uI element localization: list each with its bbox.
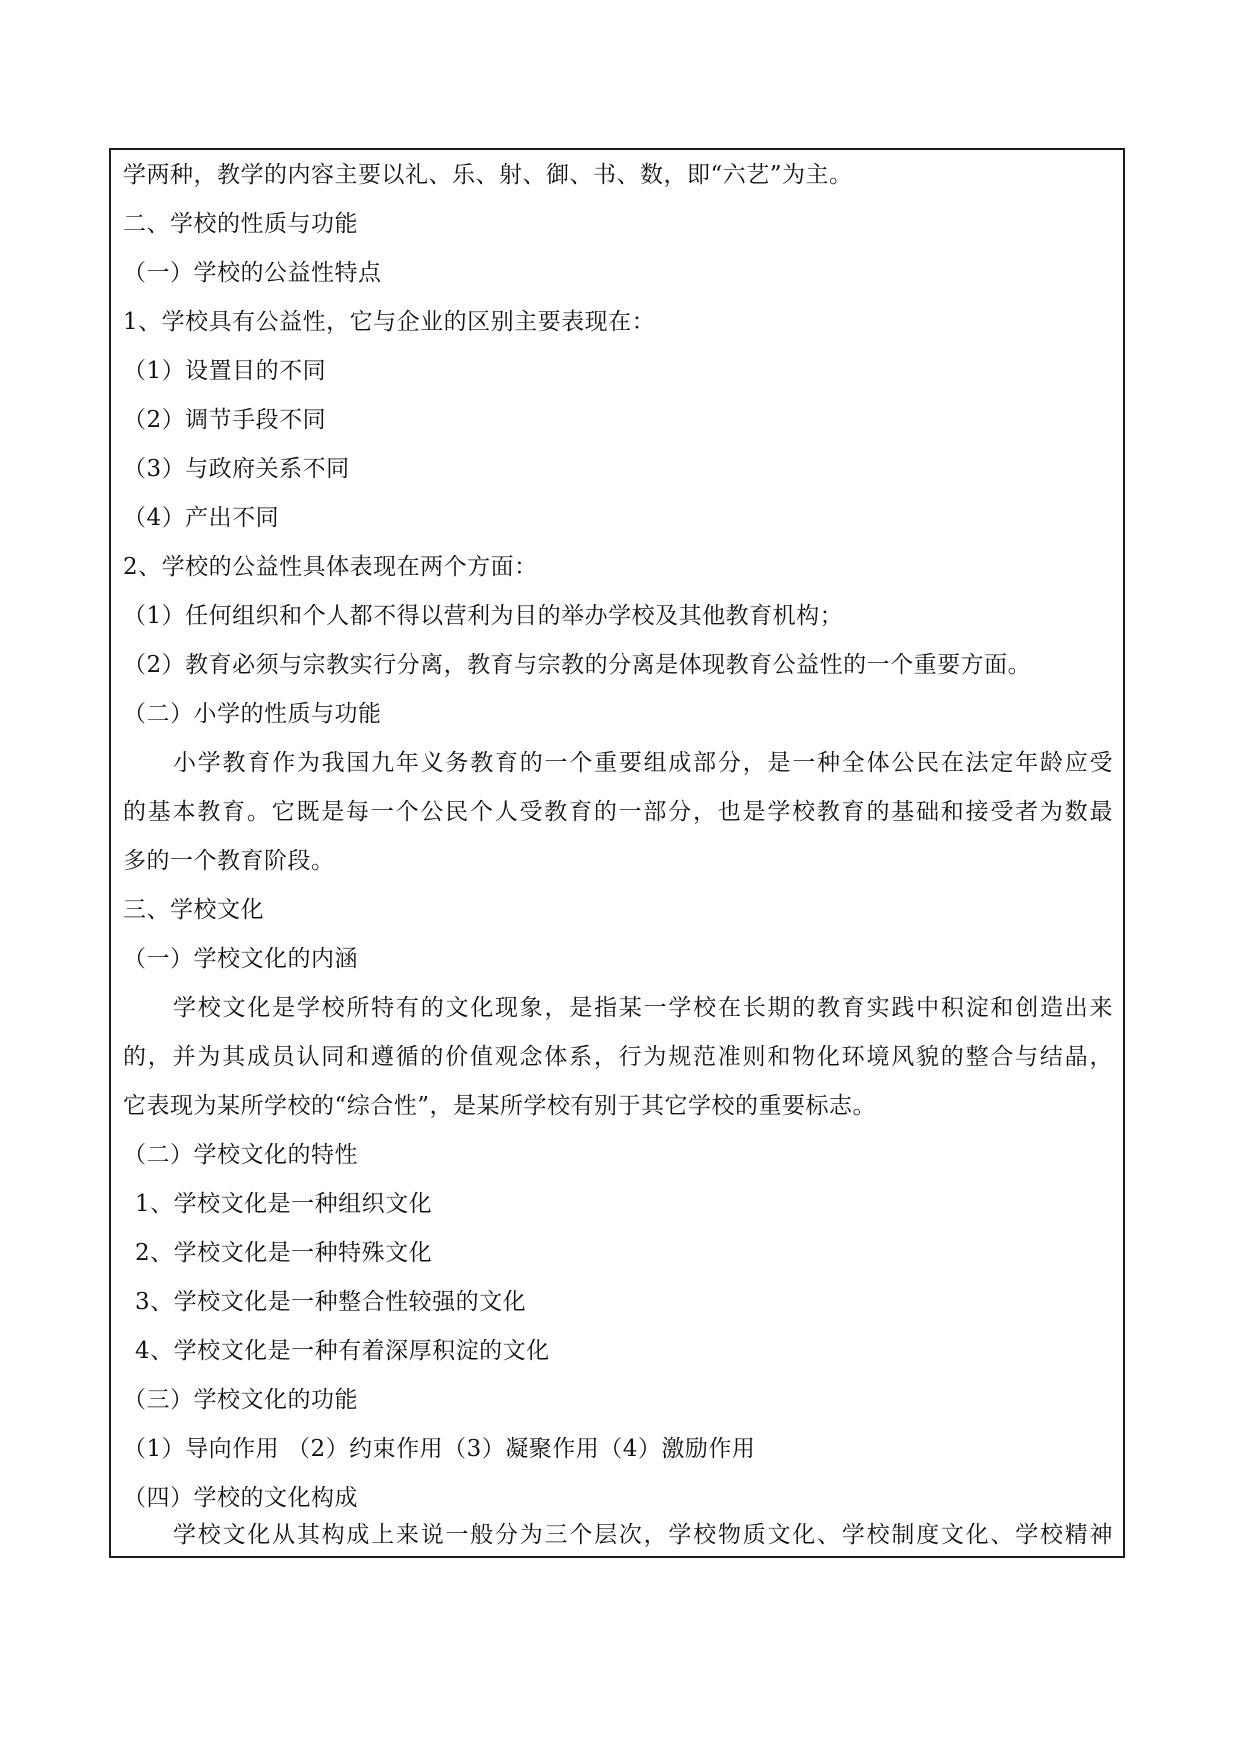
list-item: （3）与政府关系不同: [123, 456, 350, 482]
subsection-heading: （四）学校的文化构成: [123, 1485, 358, 1511]
subsection-heading: （三）学校文化的功能: [123, 1387, 358, 1413]
paragraph-line: 2、学校的公益性具体表现在两个方面：: [123, 554, 538, 580]
subsection-heading: （二）学校文化的特性: [123, 1142, 358, 1168]
paragraph-line: 它表现为某所学校的“综合性”，是某所学校有别于其它学校的重要标志。: [123, 1093, 877, 1119]
paragraph-line: 学校文化从其构成上来说一般分为三个层次，学校物质文化、学校制度文化、学校精神: [173, 1522, 1113, 1548]
subsection-heading: （一）学校的公益性特点: [123, 260, 382, 286]
list-item: 3、学校文化是一种整合性较强的文化: [135, 1289, 527, 1315]
list-item: （1）导向作用 （2）约束作用（3）凝聚作用（4）激励作用: [123, 1436, 756, 1462]
list-item: 1、学校文化是一种组织文化: [135, 1191, 433, 1217]
section-heading: 三、学校文化: [123, 897, 264, 923]
list-item: （4）产出不同: [123, 505, 280, 531]
paragraph-line: 学两种，教学的内容主要以礼、乐、射、御、书、数，即“六艺”为主。: [123, 162, 853, 188]
section-heading: 二、学校的性质与功能: [123, 211, 358, 237]
list-item: 4、学校文化是一种有着深厚积淀的文化: [135, 1338, 550, 1364]
paragraph-line: 的基本教育。它既是每一个公民个人受教育的一部分，也是学校教育的基础和接受者为数最: [123, 799, 1113, 825]
subsection-heading: （一）学校文化的内涵: [123, 946, 358, 972]
paragraph-line: 多的一个教育阶段。: [123, 848, 335, 874]
list-item: （2）调节手段不同: [123, 407, 327, 433]
list-item: 2、学校文化是一种特殊文化: [135, 1240, 433, 1266]
paragraph-line: 1、学校具有公益性，它与企业的区别主要表现在：: [123, 309, 656, 335]
list-item: （1）任何组织和个人都不得以营利为目的举办学校及其他教育机构；: [123, 603, 844, 629]
content-table-frame: [109, 148, 1125, 1558]
paragraph-line: 小学教育作为我国九年义务教育的一个重要组成部分，是一种全体公民在法定年龄应受: [173, 750, 1113, 776]
paragraph-line: 的，并为其成员认同和遵循的价值观念体系，行为规范准则和物化环境风貌的整合与结晶，: [123, 1044, 1113, 1070]
list-item: （2）教育必须与宗教实行分离，教育与宗教的分离是体现教育公益性的一个重要方面。: [123, 652, 1032, 678]
list-item: （1）设置目的不同: [123, 358, 327, 384]
paragraph-line: 学校文化是学校所特有的文化现象，是指某一学校在长期的教育实践中积淀和创造出来: [173, 995, 1113, 1021]
subsection-heading: （二）小学的性质与功能: [123, 701, 382, 727]
